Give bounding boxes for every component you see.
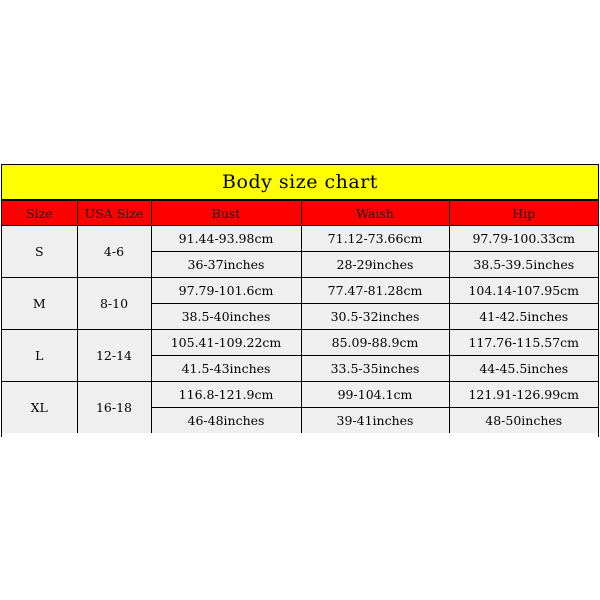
header-waist: Waish bbox=[301, 201, 449, 226]
usa-size-cell: 8-10 bbox=[77, 278, 151, 330]
bust-cm-cell: 105.41-109.22cm bbox=[151, 330, 301, 356]
bust-cm-cell: 97.79-101.6cm bbox=[151, 278, 301, 304]
usa-size-cell: 12-14 bbox=[77, 330, 151, 382]
size-cell: XL bbox=[2, 382, 77, 434]
bust-inches-cell: 38.5-40inches bbox=[151, 304, 301, 330]
hip-cm-cell: 121.91-126.99cm bbox=[449, 382, 598, 408]
hip-inches-cell: 44-45.5inches bbox=[449, 356, 598, 382]
size-cell: S bbox=[2, 226, 77, 278]
size-table bbox=[2, 200, 598, 433]
waist-inches-cell: 39-41inches bbox=[301, 408, 449, 434]
waist-cm-cell: 85.09-88.9cm bbox=[301, 330, 449, 356]
header-size: Size bbox=[2, 201, 77, 226]
size-cell: M bbox=[2, 278, 77, 330]
bust-inches-cell: 41.5-43inches bbox=[151, 356, 301, 382]
hip-inches-cell: 41-42.5inches bbox=[449, 304, 598, 330]
hip-inches-cell: 38.5-39.5inches bbox=[449, 252, 598, 278]
waist-cm-cell: 99-104.1cm bbox=[301, 382, 449, 408]
table-row bbox=[2, 278, 598, 304]
header-hip: Hip bbox=[449, 201, 598, 226]
bust-cm-cell: 116.8-121.9cm bbox=[151, 382, 301, 408]
usa-size-cell: 4-6 bbox=[77, 226, 151, 278]
waist-inches-cell: 30.5-32inches bbox=[301, 304, 449, 330]
waist-inches-cell: 33.5-35inches bbox=[301, 356, 449, 382]
header-bust: Bust bbox=[151, 201, 301, 226]
waist-cm-cell: 71.12-73.66cm bbox=[301, 226, 449, 252]
hip-cm-cell: 117.76-115.57cm bbox=[449, 330, 598, 356]
table-row bbox=[2, 382, 598, 408]
header-row bbox=[2, 201, 598, 226]
size-cell: L bbox=[2, 330, 77, 382]
bust-inches-cell: 36-37inches bbox=[151, 252, 301, 278]
size-chart bbox=[1, 164, 599, 437]
hip-inches-cell: 48-50inches bbox=[449, 408, 598, 434]
chart-title: Body size chart bbox=[2, 165, 598, 200]
hip-cm-cell: 104.14-107.95cm bbox=[449, 278, 598, 304]
waist-inches-cell: 28-29inches bbox=[301, 252, 449, 278]
bust-inches-cell: 46-48inches bbox=[151, 408, 301, 434]
table-row bbox=[2, 226, 598, 252]
bust-cm-cell: 91.44-93.98cm bbox=[151, 226, 301, 252]
table-row bbox=[2, 330, 598, 356]
header-usa-size: USA Size bbox=[77, 201, 151, 226]
hip-cm-cell: 97.79-100.33cm bbox=[449, 226, 598, 252]
usa-size-cell: 16-18 bbox=[77, 382, 151, 434]
waist-cm-cell: 77.47-81.28cm bbox=[301, 278, 449, 304]
